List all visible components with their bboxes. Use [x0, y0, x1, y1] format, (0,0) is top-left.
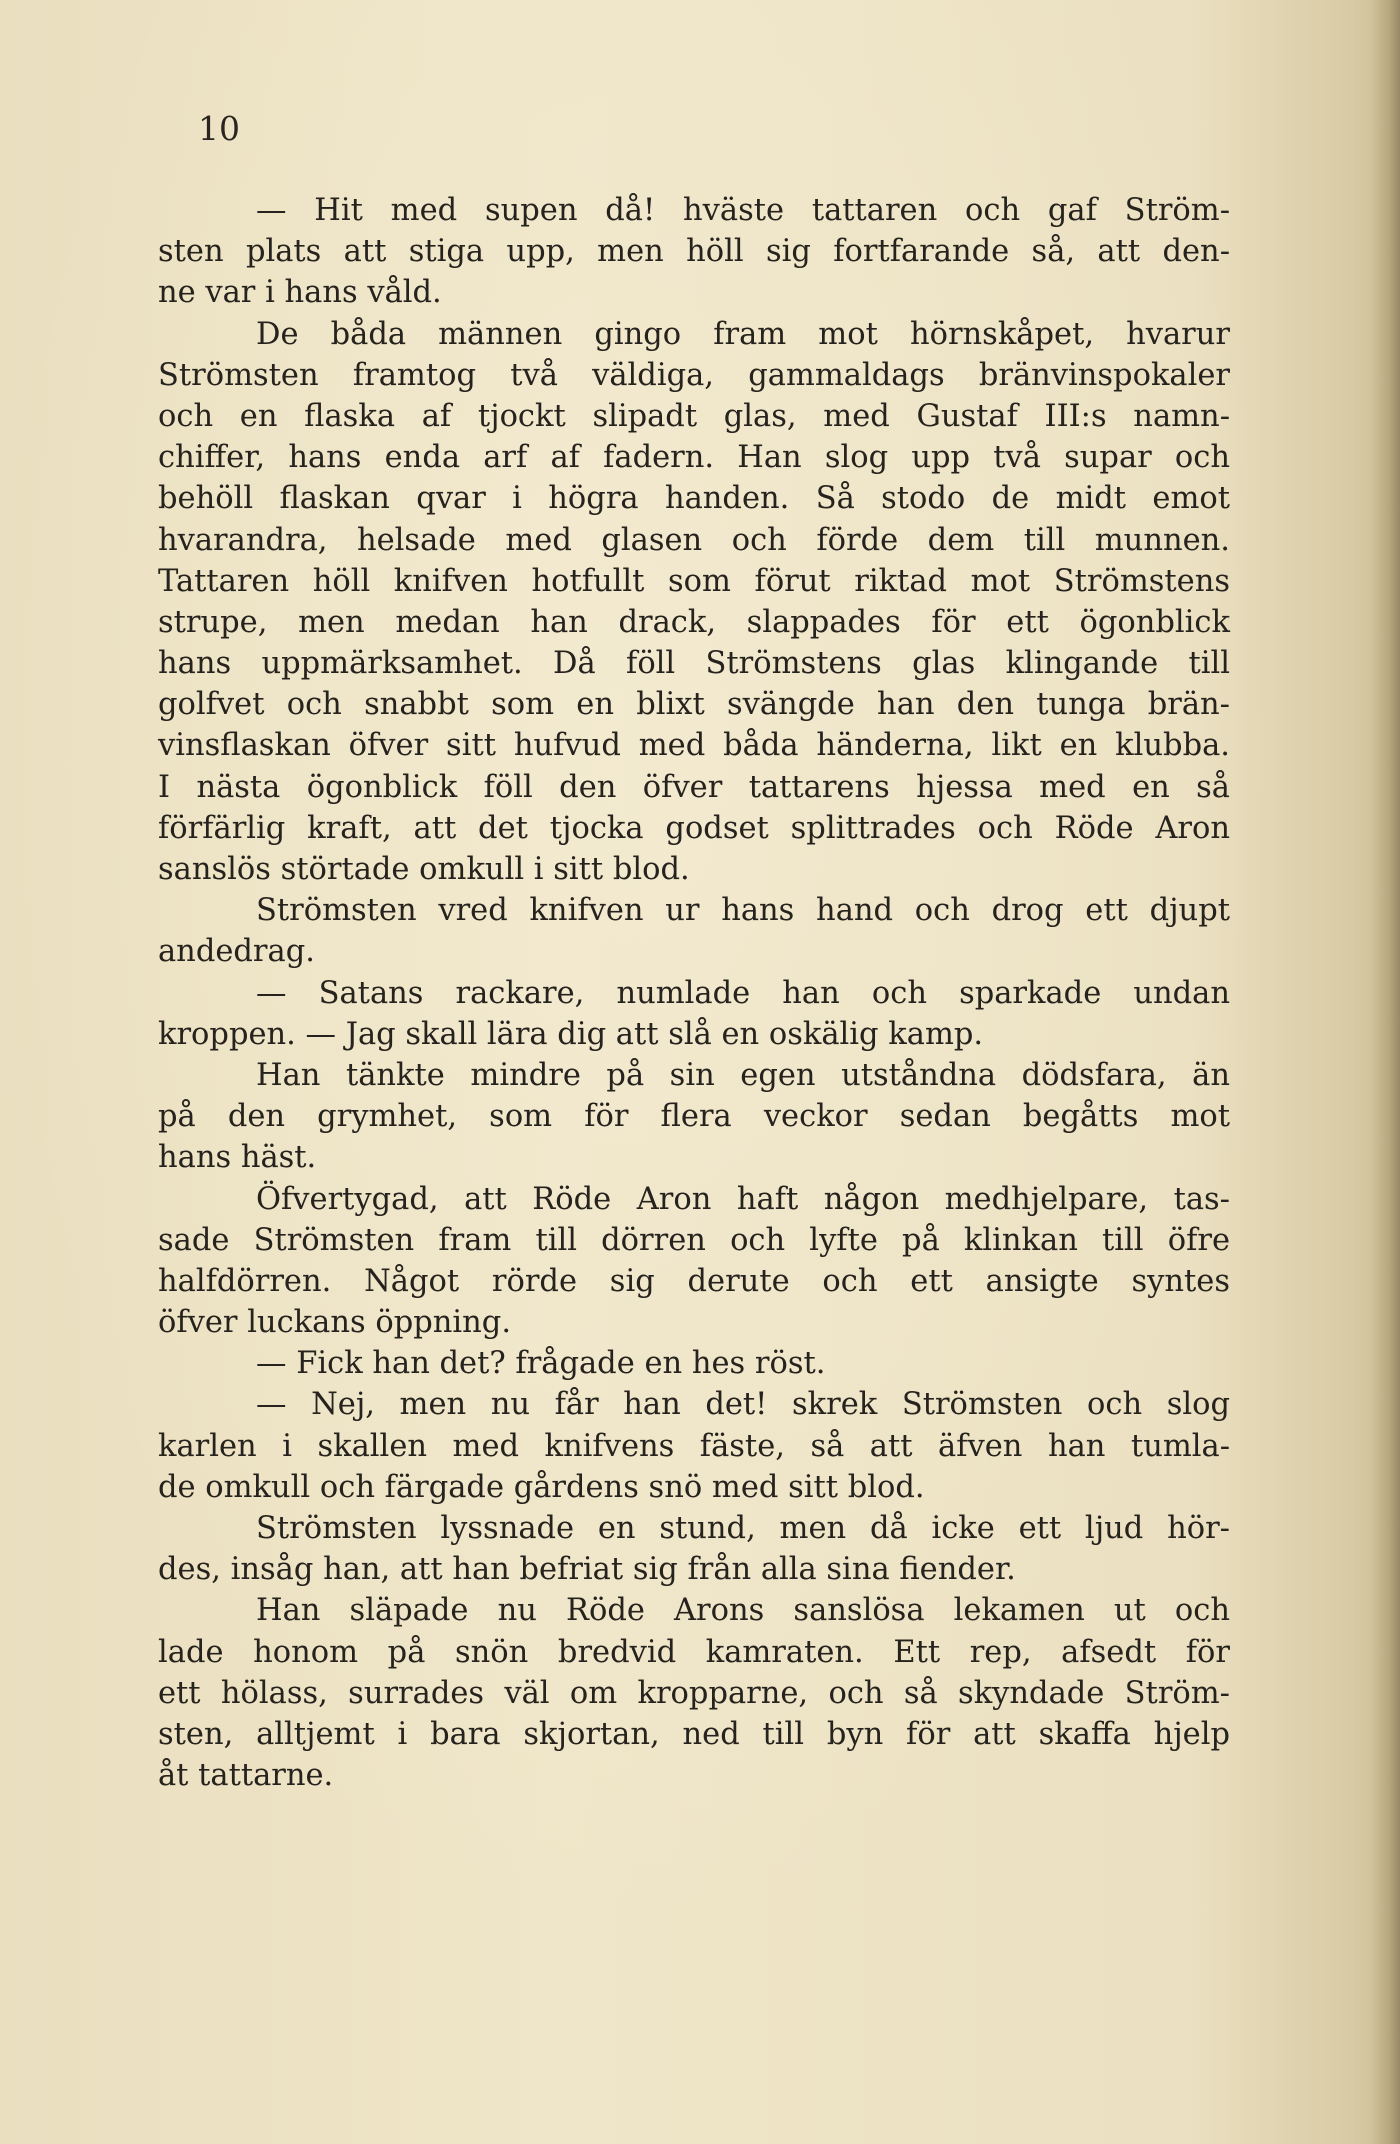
text-line: chiffer, hans enda arf af fadern. Han slog upp två supar och [158, 440, 1230, 476]
text-line: Strömsten lyssnade en stund, men då icke ett ljud hör- [256, 1511, 1230, 1546]
text-line: — Hit med supen då! hväste tattaren och gaf Ström- [256, 193, 1230, 228]
text-line: sten plats att stiga upp, men höll sig fortfarande så, att den- [158, 234, 1230, 270]
text-line: hans uppmärksamhet. Då föll Strömstens glas klingande till [158, 646, 1230, 682]
text-line: halfdörren. Något rörde sig derute och ett ansigte syntes [158, 1263, 1230, 1299]
text-line: kroppen. — Jag skall lära dig att slå en oskälig kamp. [158, 1016, 984, 1052]
text-line: Han släpade nu Röde Arons sanslösa lekamen ut och [256, 1593, 1230, 1629]
text-line: förfärlig kraft, att det tjocka godset splittrades och Röde Aron [158, 810, 1230, 846]
text-line: hvarandra, helsade med glasen och förde dem till munnen. [158, 522, 1230, 558]
text-line: andedrag. [158, 934, 315, 970]
text-line: Strömsten framtog två väldiga, gammaldags bränvinspokaler [158, 357, 1230, 393]
page-number: 10 [198, 109, 240, 148]
text-line: behöll flaskan qvar i högra handen. Så stodo de midt emot [158, 481, 1230, 517]
text-line: ne var i hans våld. [158, 275, 442, 311]
text-line: De båda männen gingo fram mot hörnskåpet, hvarur [256, 316, 1230, 352]
text-line: hans häst. [158, 1140, 317, 1176]
text-line: sanslös störtade omkull i sitt blod. [158, 852, 690, 887]
text-line: vinsflaskan öfver sitt hufvud med båda händerna, likt en klubba. [158, 728, 1230, 764]
text-line: — Fick han det? frågade en hes röst. [256, 1346, 826, 1382]
text-line: Strömsten vred knifven ur hans hand och drog ett djupt [256, 893, 1230, 929]
text-line: åt tattarne. [158, 1758, 334, 1794]
text-line: och en flaska af tjockt slipadt glas, med Gustaf III:s namn- [158, 398, 1230, 434]
text-line: öfver luckans öppning. [158, 1305, 512, 1341]
text-line: strupe, men medan han drack, slappades för ett ögonblick [158, 604, 1230, 640]
text-line: — Satans rackare, numlade han och sparkade undan [256, 975, 1230, 1011]
text-line: des, insåg han, att han befriat sig från alla sina fiender. [158, 1552, 1016, 1588]
text-line: sten, alltjemt i bara skjortan, ned till byn för att skaffa hjelp [158, 1716, 1230, 1752]
text-line: Han tänkte mindre på sin egen utståndna dödsfara, än [256, 1057, 1230, 1093]
text-line: golfvet och snabbt som en blixt svängde han den tunga brän- [158, 687, 1230, 723]
text-line: sade Strömsten fram till dörren och lyfte på klinkan till öfre [158, 1222, 1230, 1258]
body-text [158, 190, 1230, 1796]
text-line: Tattaren höll knifven hotfullt som förut riktad mot Strömstens [158, 563, 1230, 599]
text-line: — Nej, men nu får han det! skrek Strömsten och slog [256, 1387, 1230, 1423]
text-line: på den grymhet, som för flera veckor sedan begåtts mot [158, 1099, 1230, 1135]
text-line: lade honom på snön bredvid kamraten. Ett rep, afsedt för [158, 1634, 1230, 1670]
text-line: Öfvertygad, att Röde Aron haft någon medhjelpare, tas- [256, 1181, 1230, 1217]
page-spine-shadow [1370, 0, 1400, 2144]
text-line: karlen i skallen med knifvens fäste, så att äfven han tumla- [158, 1428, 1230, 1464]
text-line: de omkull och färgade gårdens snö med sitt blod. [158, 1469, 925, 1505]
text-line: I nästa ögonblick föll den öfver tattarens hjessa med en så [158, 769, 1230, 805]
text-line: ett hölass, surrades väl om kropparne, och så skyndade Ström- [158, 1675, 1230, 1711]
